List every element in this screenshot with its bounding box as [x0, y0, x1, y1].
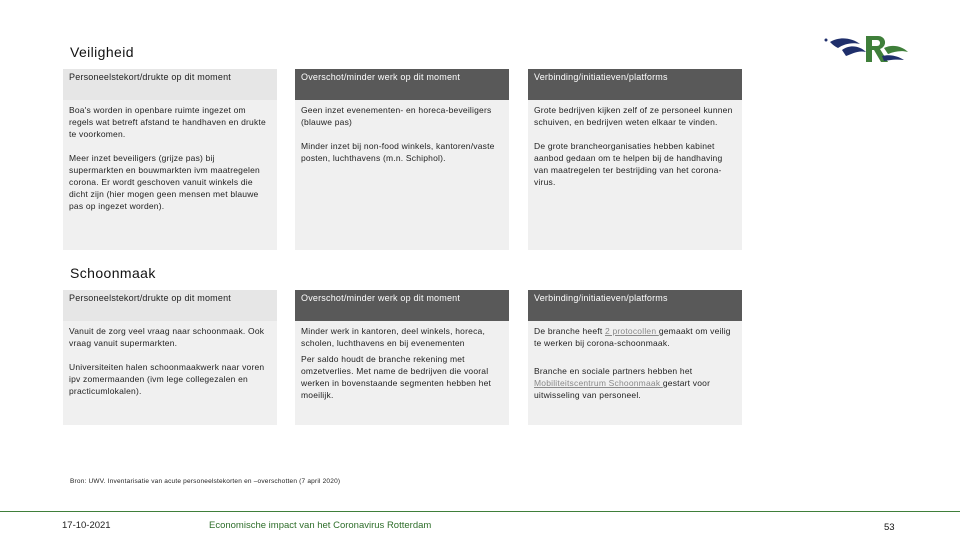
column-paragraph: Per saldo houdt de branche rekening met omzetverlies. Met name de bedrijven die vooral werken in bovenstaande segmenten hebben het moeilijk.: [301, 354, 492, 400]
column-paragraph: Grote bedrijven kijken zelf of ze personeel kunnen schuiven, en bedrijven weten elkaar te vinden.: [534, 105, 733, 127]
schoonmaak-column-shortage: [63, 290, 277, 425]
protocols-link[interactable]: 2 protocollen: [604, 326, 659, 336]
column-body: [295, 100, 509, 250]
column-paragraph: Meer inzet beveiligers (grijze pas) bij supermarkten en bouwmarkten ivm maatregelen corona. Er wordt geschoven vanuit winkels die dicht zijn (hier mogen geen mensen met blauwe pas op ingezet worden).: [69, 153, 260, 211]
schoonmaak-column-surplus: [295, 290, 509, 425]
veiligheid-column-surplus: [295, 69, 509, 250]
paragraph-text: gestart voor uitwisseling van personeel.: [534, 378, 711, 400]
column-paragraph: [534, 325, 736, 349]
column-paragraph: De grote brancheorganisaties hebben kabinet aanbod gedaan om te helpen bij de handhaving van maatregelen ter bestrijding van het corona-virus.: [534, 141, 723, 187]
column-header: Verbinding/initiatieven/platforms: [528, 69, 742, 100]
column-header: Verbinding/initiatieven/platforms: [528, 290, 742, 321]
source-note: Bron: UWV. Inventarisatie van acute personeelstekorten en –overschotten (7 april 2020): [70, 478, 341, 485]
column-paragraph: Vanuit de zorg veel vraag naar schoonmaak. Ook vraag vanuit supermarkten.: [69, 326, 265, 348]
veiligheid-column-initiatives: [528, 69, 742, 250]
column-body: [528, 100, 742, 250]
veiligheid-column-shortage: [63, 69, 277, 250]
footer-date: 17-10-2021: [62, 520, 111, 531]
column-body: [63, 321, 277, 425]
column-body: [63, 100, 277, 250]
footer-divider: [0, 511, 960, 512]
column-paragraph: [534, 365, 736, 401]
column-paragraph: Boa's worden in openbare ruimte ingezet om regels wat betreft afstand te handhaven en drukte te voorkomen.: [69, 105, 266, 139]
mobiliteitscentrum-link[interactable]: Mobiliteitscentrum Schoonmaak: [534, 378, 663, 388]
footer-title: Economische impact van het Coronavirus Rotterdam: [209, 520, 432, 531]
column-paragraph: Minder inzet bij non-food winkels, kantoren/vaste posten, luchthavens (m.n. Schiphol).: [301, 141, 495, 163]
section-title-veiligheid: Veiligheid: [70, 44, 134, 60]
paragraph-text: Branche en sociale partners hebben het: [534, 366, 693, 376]
column-paragraph: Universiteiten halen schoonmaakwerk naar voren ipv zomermaanden (ivm lege collegezalen en practicumlokalen).: [69, 362, 265, 396]
column-body: [295, 321, 509, 425]
column-body: [528, 321, 742, 425]
column-header: Personeelstekort/drukte op dit moment: [63, 69, 277, 100]
column-header: Overschot/minder werk op dit moment: [295, 290, 509, 321]
column-paragraph: Minder werk in kantoren, deel winkels, horeca, scholen, luchthavens en bij evenementen: [301, 326, 486, 348]
column-header: Personeelstekort/drukte op dit moment: [63, 290, 277, 321]
rotterdam-logo: [822, 28, 912, 68]
schoonmaak-column-initiatives: [528, 290, 742, 425]
section-title-schoonmaak: Schoonmaak: [70, 265, 156, 281]
column-header: Overschot/minder werk op dit moment: [295, 69, 509, 100]
paragraph-text: De branche heeft: [534, 326, 605, 336]
paragraph-text: gemaakt om veilig te werken bij corona-schoonmaak.: [534, 326, 731, 348]
column-paragraph: Geen inzet evenementen- en horeca-beveiligers (blauwe pas): [301, 105, 492, 127]
page-number: 53: [884, 522, 895, 533]
